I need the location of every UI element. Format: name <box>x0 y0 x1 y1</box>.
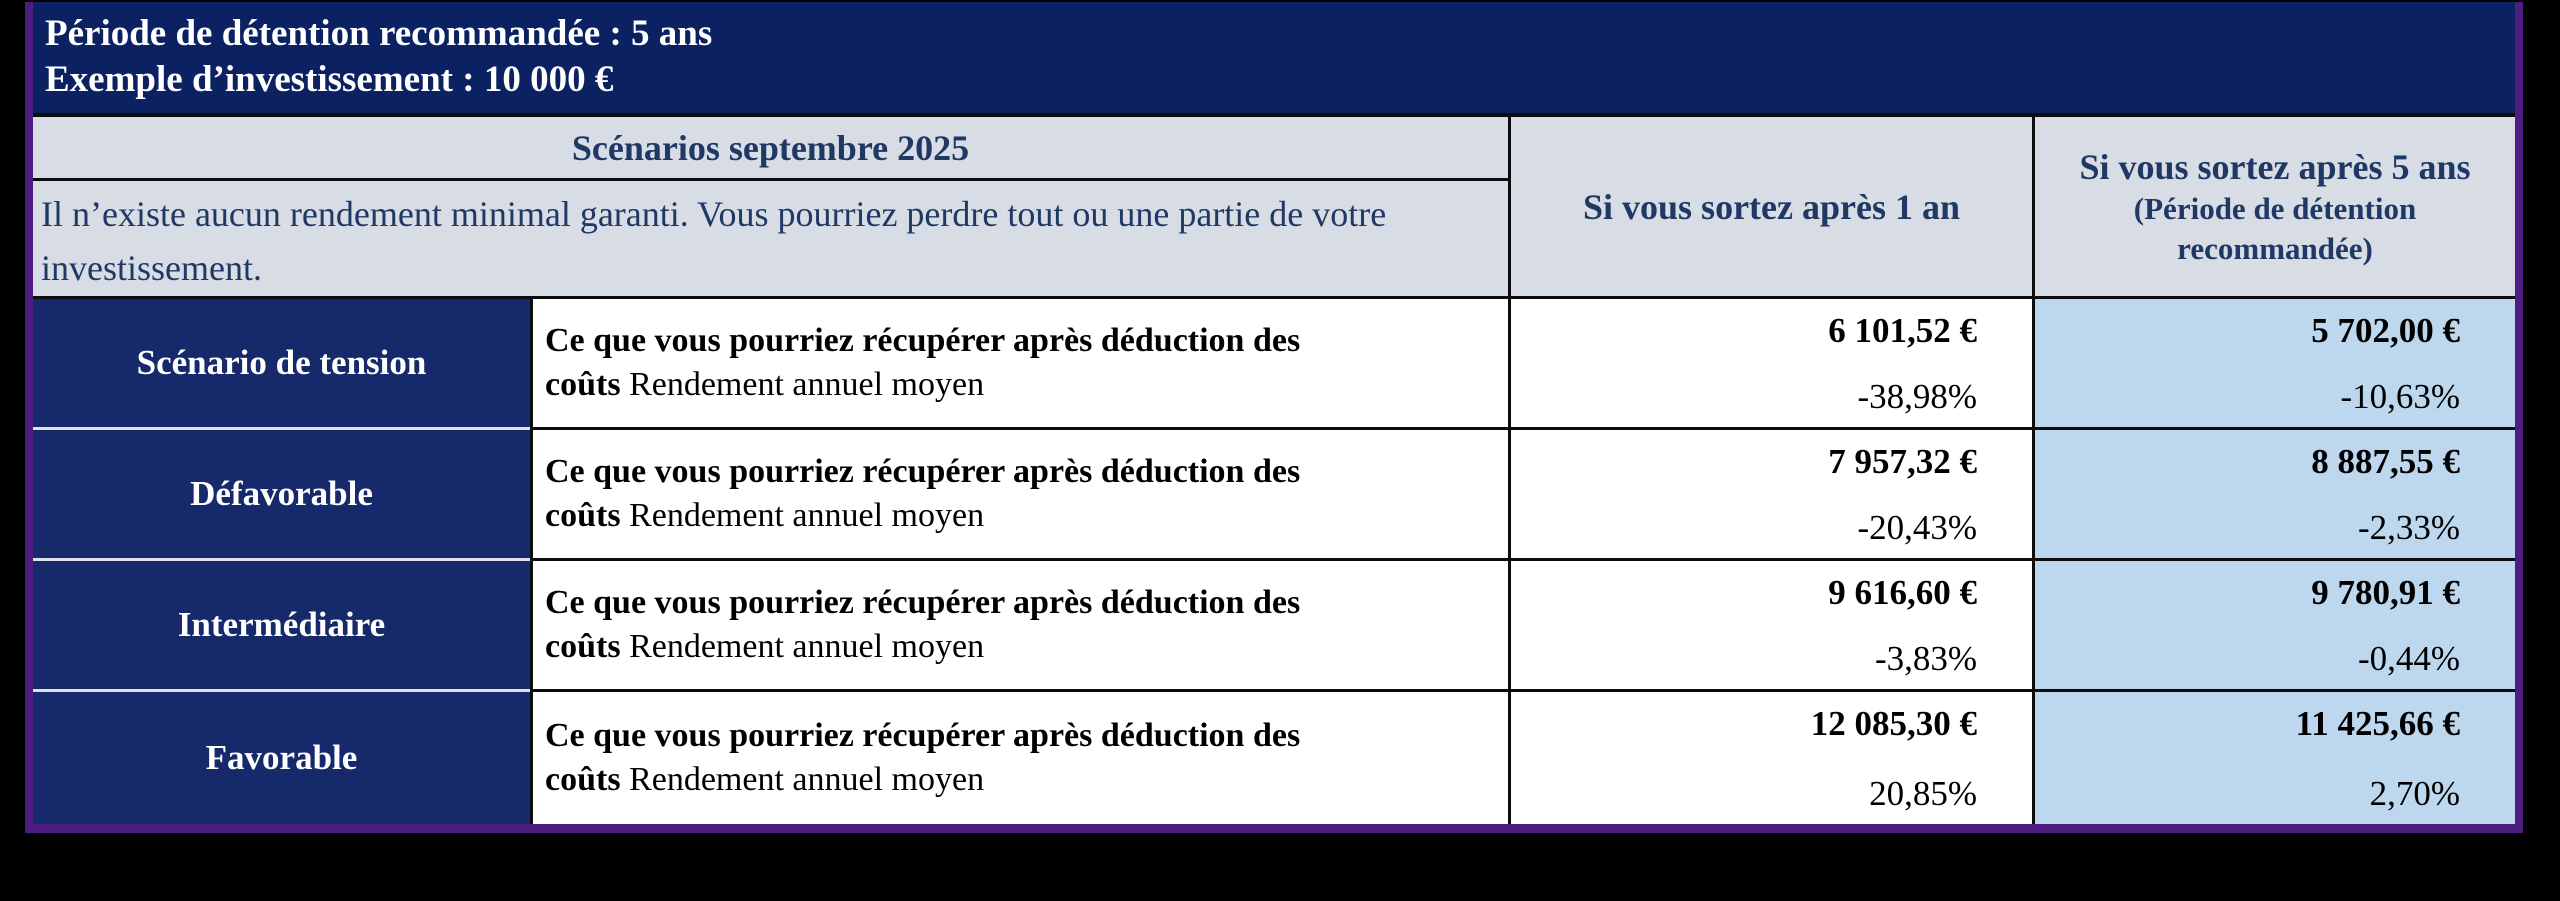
scenarios-title: Scénarios septembre 2025 <box>33 117 1508 181</box>
scenario-description: Ce que vous pourriez récupérer après déduction des coûts Rendement annuel moyen <box>530 692 1508 824</box>
table-row-moderate <box>33 561 2515 692</box>
value-5-years: 8 887,55 € -2,33% <box>2032 430 2515 561</box>
table-row-favourable <box>33 692 2515 824</box>
investment-example-line: Exemple d’investissement : 10 000 € <box>45 59 614 100</box>
value-1-year: 6 101,52 € -38,98% <box>1508 299 2032 430</box>
value-5-years: 11 425,66 € 2,70% <box>2032 692 2515 824</box>
column-header-exit-5-years: Si vous sortez après 5 ans (Période de détention recommandée) <box>2032 117 2515 296</box>
scenario-description: Ce que vous pourriez récupérer après déduction des coûts Rendement annuel moyen <box>530 299 1508 430</box>
scenario-label: Défavorable <box>33 430 530 561</box>
value-1-year: 9 616,60 € -3,83% <box>1508 561 2032 692</box>
value-1-year: 12 085,30 € 20,85% <box>1508 692 2032 824</box>
column-header-exit-1-year: Si vous sortez après 1 an <box>1508 117 2032 296</box>
scenario-label: Intermédiaire <box>33 561 530 692</box>
header-left-section <box>33 117 1508 296</box>
scenario-label: Scénario de tension <box>33 299 530 430</box>
value-5-years: 9 780,91 € -0,44% <box>2032 561 2515 692</box>
performance-scenarios-table <box>25 2 2523 833</box>
value-5-years: 5 702,00 € -10,63% <box>2032 299 2515 430</box>
no-guarantee-disclaimer: Il n’existe aucun rendement minimal garanti. Vous pourriez perdre tout ou une partie de votre investissement. <box>41 193 1387 288</box>
scenario-description: Ce que vous pourriez récupérer après déduction des coûts Rendement annuel moyen <box>530 561 1508 692</box>
scenario-label: Favorable <box>33 692 530 824</box>
holding-period-line: Période de détention recommandée : 5 ans <box>45 13 713 54</box>
scenario-description: Ce que vous pourriez récupérer après déduction des coûts Rendement annuel moyen <box>530 430 1508 561</box>
recommended-holding-period-banner <box>33 2 2515 117</box>
table-row-unfavourable <box>33 430 2515 561</box>
table-header-zone <box>33 117 2515 299</box>
table-row-stress <box>33 299 2515 430</box>
value-1-year: 7 957,32 € -20,43% <box>1508 430 2032 561</box>
